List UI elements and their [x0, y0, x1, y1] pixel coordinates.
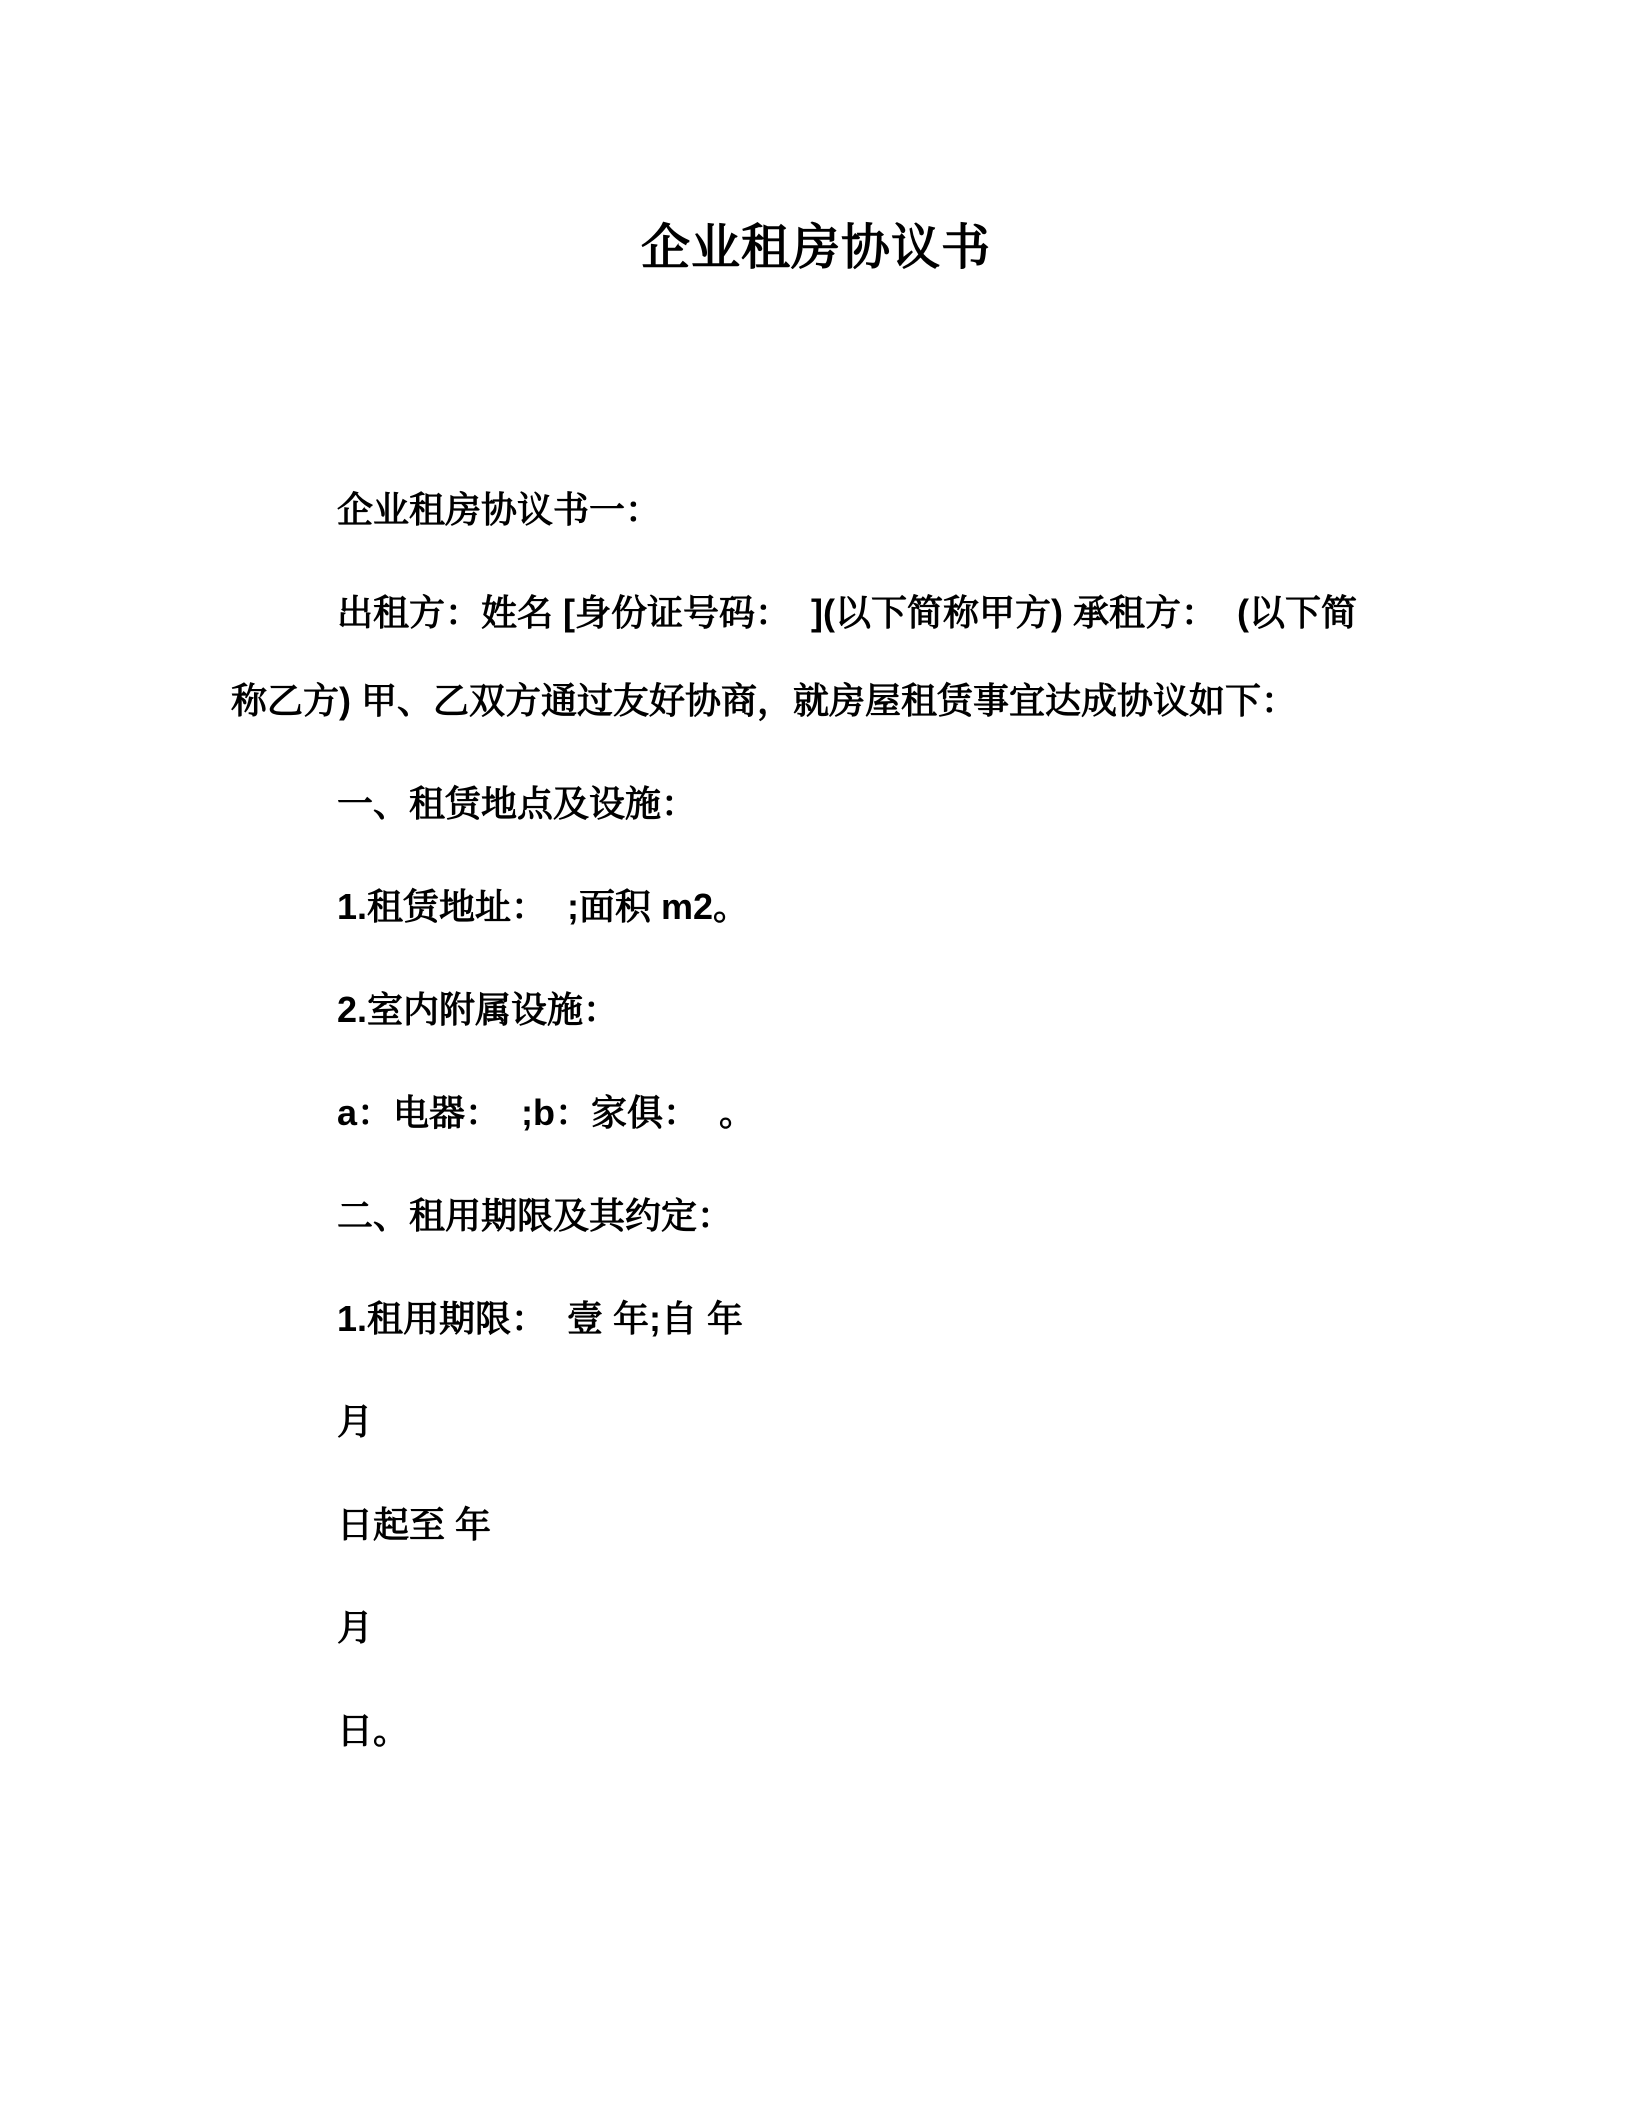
paragraph: [231, 1687, 1412, 1775]
paragraph: [231, 1378, 1412, 1466]
text-line: 日。: [337, 1710, 410, 1751]
text-line: 出租方：姓名 [身份证号码： ](以下简称甲方) 承租方： (以下简: [337, 592, 1357, 633]
document-body: [231, 466, 1412, 1775]
paragraph: [231, 1481, 1412, 1569]
text-line: 二、租用期限及其约定：: [337, 1195, 734, 1236]
text-line: 月: [337, 1401, 374, 1442]
paragraph: [231, 1584, 1412, 1672]
text-line: 日起至 年: [337, 1504, 492, 1545]
paragraph: [231, 466, 1412, 554]
paragraph-section-heading: [231, 760, 1412, 848]
paragraph-section-heading: [231, 1172, 1412, 1260]
paragraph: [231, 1275, 1412, 1363]
document-title: 企业租房协议书: [640, 221, 991, 275]
text-line: 企业租房协议书一：: [337, 489, 662, 530]
text-line: 一、租赁地点及设施：: [337, 783, 698, 824]
text-line: 月: [337, 1607, 374, 1648]
text-line: 1.租用期限： 壹 年;自 年: [337, 1298, 744, 1339]
paragraph: [231, 966, 1412, 1054]
text-line: 2.室内附属设施：: [337, 989, 620, 1030]
text-line: 称乙方) 甲、乙双方通过友好协商，就房屋租赁事宜达成协议如下：: [231, 680, 1297, 721]
paragraph: [231, 1069, 1412, 1157]
paragraph: [231, 863, 1412, 951]
paragraph: [231, 569, 1412, 745]
text-line: 1.租赁地址： ;面积 m2。: [337, 886, 750, 927]
text-line: a：电器： ;b：家俱： 。: [337, 1092, 756, 1133]
